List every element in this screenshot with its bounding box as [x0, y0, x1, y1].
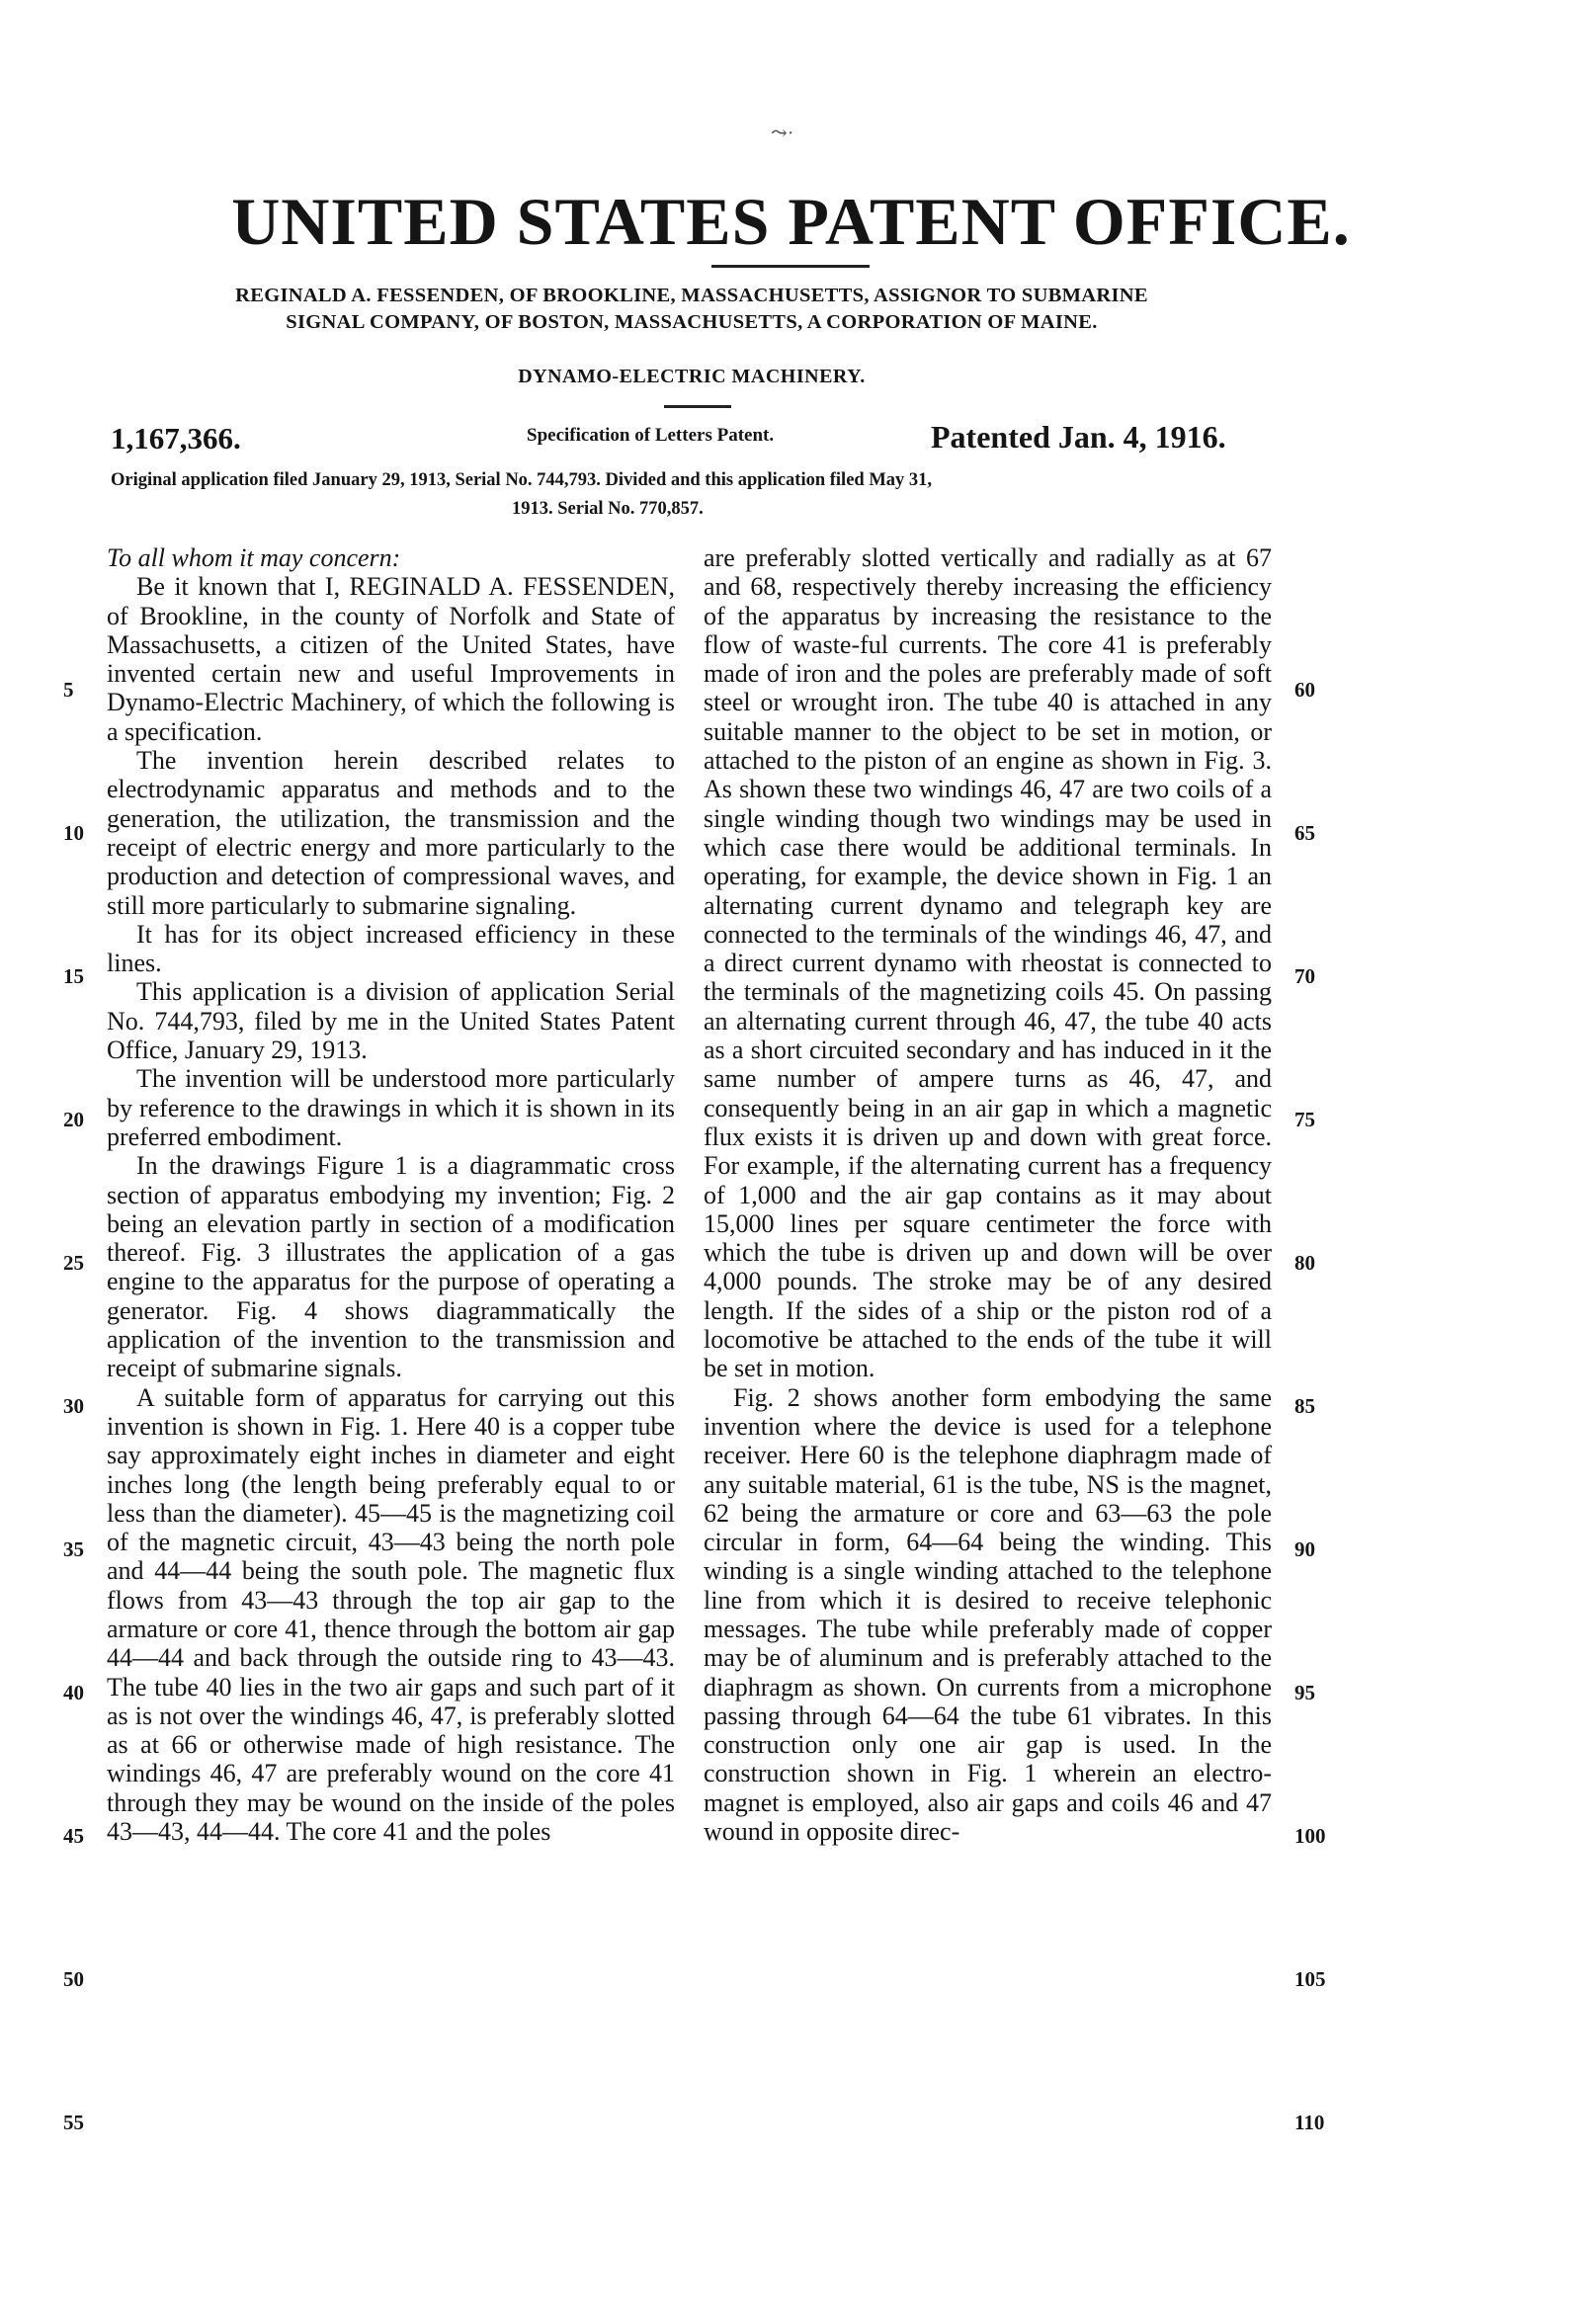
line-number: 45: [63, 1824, 84, 1848]
line-number: 90: [1294, 1537, 1315, 1561]
line-number: 35: [63, 1537, 84, 1561]
paragraph: are preferably slotted vertically and radially as at 67 and 68, respectively thereby increasing the efficiency of the apparatus by increasing the resistance to the flow of waste-ful currents. The core 41 is preferably made of iron and the poles are preferably made of soft steel or wrought iron. The tube 40 is attached in any suitable manner to the object to be set in motion, or attached to the piston of an engine as shown in Fig. 3. As shown these two windings 46, 47 are two coils of a single winding though two windings may be used in which case there would be additional terminals. In operating, for example, the device shown in Fig. 1 an alternating current dynamo and telegraph key are connected to the terminals of the windings 46, 47, and a direct current dynamo with rheostat is connected to the terminals of the magnetizing coils 45. On passing an alternating current through 46, 47, the tube 40 acts as a short circuited secondary and has induced in it the same number of ampere turns as 46, 47, and consequently being in an air gap in which a magnetic flux exists it is driven up and down with great force. For example, if the alternating current has a frequency of 1,000 and the air gap contains as it may about 15,000 lines per square centimeter the force with which the tube is driven up and down will be over 4,000 pounds. The stroke may be of any desired length. If the sides of a ship or the piston rod of a locomotive be attached to the ends of the tube it will be set in motion.: [704, 543, 1272, 1383]
line-number: 105: [1294, 1967, 1326, 1991]
right-column: [704, 543, 1272, 1846]
invention-title: DYNAMO-ELECTRIC MACHINERY.: [518, 366, 866, 387]
paragraph: Fig. 2 shows another form embodying the same invention where the device is used for a telephone receiver. Here 60 is the telephone diaphragm made of any suitable material, 61 is the tube, NS is the magnet, 62 being the armature or core and 63—63 the pole circular in form, 64—64 being the winding. This winding is a single winding attached to the telephone line from which it is desired to receive telephonic messages. The tube while preferably made of copper may be of aluminum and is preferably attached to the diaphragm as shown. On currents from a microphone passing through 64—64 the tube 61 vibrates. In this construction only one air gap is used. In the construction shown in Fig. 1 wherein an electro-magnet is employed, also air gaps and coils 46 and 47 wound in opposite direc-: [704, 1382, 1272, 1847]
line-number: 40: [63, 1681, 84, 1704]
line-number: 100: [1294, 1824, 1326, 1848]
line-number: 55: [63, 2111, 84, 2134]
paragraph: This application is a division of application Serial No. 744,793, filed by me in the United States Patent Office, January 29, 1913.: [107, 977, 675, 1065]
line-number: 25: [63, 1251, 84, 1275]
line-number: 80: [1294, 1251, 1315, 1275]
line-number: 110: [1294, 2111, 1325, 2134]
paragraph: A suitable form of apparatus for carrying out this invention is shown in Fig. 1. Here 40 is a copper tube say approximately eight inches in diameter and eight inches long (the length being preferably equal to or less than the diameter). 45—45 is the magnetizing coil of the magnetic circuit, 43—43 being the north pole and 44—44 being the south pole. The magnetic flux flows from 43—43 through the top air gap to the armature or core 41, thence through the bottom air gap 44—44 and back through the outside ring to 43—43. The tube 40 lies in the two air gaps and such part of it as is not over the windings 46, 47, is preferably slotted as at 66 or otherwise made of high resistance. The windings 46, 47 are preferably wound on the core 41 through they may be wound on the inside of the poles 43—43, 44—44. The core 41 and the poles: [107, 1382, 675, 1847]
filing-line: 1913. Serial No. 770,857.: [512, 499, 704, 519]
line-number: 15: [63, 964, 84, 988]
paragraph: Be it known that I, REGINALD A. FESSENDEN, of Brookline, in the county of Norfolk and State of Massachusetts, a citizen of the United States, have invented certain new and useful Improvements in Dynamo-Electric Machinery, of which the following is a specification.: [107, 572, 675, 746]
filing-info: [111, 466, 1287, 524]
paragraph: In the drawings Figure 1 is a diagrammatic cross section of apparatus embodying my invention; Fig. 2 being an elevation partly in section of a modification thereof. Fig. 3 illustrates the application of a gas engine to the apparatus for the purpose of operating a generator. Fig. 4 shows diagrammatically the application of the invention to the transmission and receipt of submarine signals.: [107, 1151, 675, 1383]
line-number: 95: [1294, 1681, 1315, 1704]
inventor-line: SIGNAL COMPANY, OF BOSTON, MASSACHUSETTS, A CORPORATION OF MAINE.: [286, 311, 1098, 333]
line-number: 70: [1294, 964, 1315, 988]
line-number: 5: [63, 678, 74, 702]
line-number: 50: [63, 1967, 84, 1991]
paragraph: It has for its object increased efficiency in these lines.: [107, 919, 675, 978]
spec-label: Specification of Letters Patent.: [527, 425, 775, 446]
salutation: To all whom it may concern:: [107, 543, 401, 572]
patented-date: Patented Jan. 4, 1916.: [931, 419, 1226, 455]
heading-rule: [711, 265, 870, 268]
paragraph: The invention will be understood more particularly by reference to the drawings in which it is shown in its preferred embodiment.: [107, 1064, 675, 1151]
line-number: 85: [1294, 1394, 1315, 1418]
line-number: 60: [1294, 678, 1315, 702]
paragraph: The invention herein described relates to electrodynamic apparatus and methods and to the generation, the utilization, the transmission and the receipt of electric energy and more particularly to the production and detection of compressional waves, and still more particularly to submarine signaling.: [107, 746, 675, 920]
title-rule: [664, 405, 731, 408]
inventor-line: REGINALD A. FESSENDEN, OF BROOKLINE, MASSACHUSETTS, ASSIGNOR TO SUBMARINE: [235, 285, 1148, 306]
page-mark: ⤳·: [771, 123, 794, 144]
patent-number: 1,167,366.: [111, 421, 241, 456]
inventor-block: [99, 283, 1285, 336]
line-number: 65: [1294, 821, 1315, 845]
left-column: [107, 543, 675, 1846]
office-heading: UNITED STATES PATENT OFFICE.: [231, 184, 1351, 259]
line-number: 30: [63, 1394, 84, 1418]
line-number: 75: [1294, 1108, 1315, 1131]
line-number: 20: [63, 1108, 84, 1131]
filing-line: Original application filed January 29, 1913, Serial No. 744,793. Divided and this application filed May 31,: [111, 470, 933, 490]
line-number: 10: [63, 821, 84, 845]
